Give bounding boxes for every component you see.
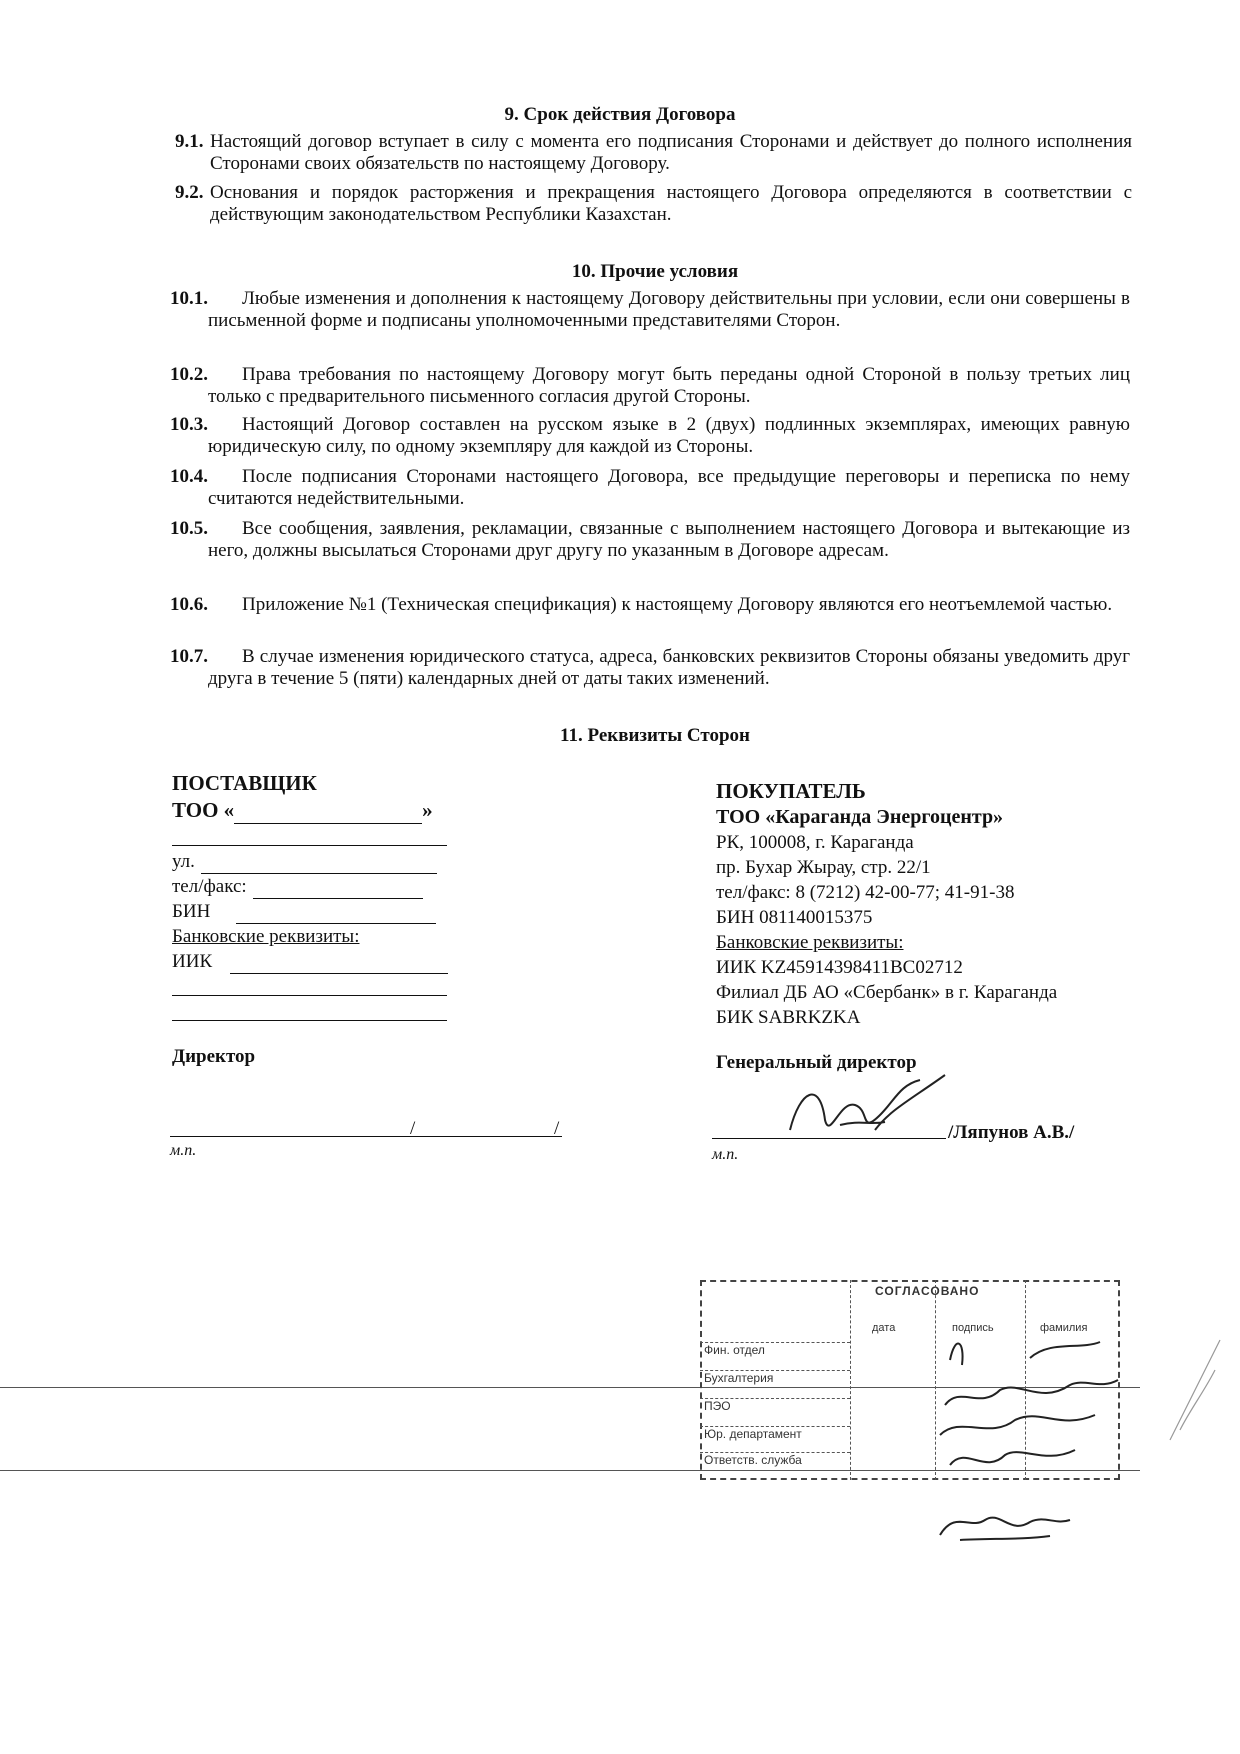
clause-10-4 — [170, 466, 1130, 510]
buyer-bank-label: Банковские реквизиты: — [716, 932, 904, 953]
clause-10-3 — [170, 414, 1130, 458]
clause-number: 10.4. — [170, 466, 208, 487]
section-9-heading: 9. Срок действия Договора — [504, 104, 736, 125]
supplier-mp: м.п. — [170, 1142, 197, 1159]
stamp-row: ПЭО — [700, 1398, 850, 1413]
buyer-signer-name: /Ляпунов А.В./ — [948, 1122, 1075, 1143]
street-blank — [201, 855, 437, 874]
buyer-iik: ИИК KZ45914398411BC02712 — [716, 957, 963, 978]
buyer-phone: тел/факс: 8 (7212) 42-00-77; 41-91-38 — [716, 882, 1015, 903]
clause-text: В случае изменения юридического статуса, адреса, банковских реквизитов Стороны обязаны уведомить друг друга в течение 5 (пяти) календарных дней от даты таких изменений. — [208, 646, 1130, 689]
buyer-signer-title: Генеральный директор — [716, 1052, 917, 1073]
section-11-heading: 11. Реквизиты Сторон — [560, 725, 750, 746]
supplier-org-suffix: » — [422, 798, 433, 822]
clause-text: После подписания Сторонами настоящего Договора, все предыдущие переговоры и переписка по нему считаются недействительными. — [208, 466, 1130, 509]
bin-label: БИН — [172, 901, 211, 922]
pencil-mark-icon — [1160, 1330, 1230, 1450]
supplier-sign-slash-1: / — [410, 1118, 416, 1139]
clause-10-1 — [170, 288, 1130, 332]
stamp-col-sign: подпись — [952, 1322, 994, 1334]
clause-number: 9.1. — [175, 131, 204, 152]
clause-text: Все сообщения, заявления, рекламации, связанные с выполнением настоящего Договора и вытекающие из него, должны высылаться Сторонами друг другу по указанным в Договоре адресам. — [208, 518, 1130, 561]
supplier-org — [172, 797, 472, 824]
buyer-title: ПОКУПАТЕЛЬ — [716, 779, 866, 803]
clause-text: Приложение №1 (Техническая спецификация) к настоящему Договору являются его неотъемлемой частью. — [242, 594, 1113, 615]
clause-10-7 — [170, 646, 1130, 690]
buyer-address-1: РК, 100008, г. Караганда — [716, 832, 914, 853]
buyer-mp: м.п. — [712, 1146, 739, 1163]
buyer-signature-icon — [780, 1070, 960, 1150]
clause-number: 10.6. — [170, 594, 208, 615]
clause-text: Права требования по настоящему Договору могут быть переданы одной Стороной в пользу третьих лиц только с предварительного письменного согласия другой Стороны. — [208, 364, 1130, 407]
clause-9-2 — [175, 182, 1132, 226]
stamp-signatures-icon — [700, 1280, 1120, 1480]
clause-9-1 — [175, 131, 1132, 175]
stamp-caption: СОГЛАСОВАНО — [875, 1284, 980, 1298]
clause-10-6 — [170, 594, 1130, 616]
bin-blank — [236, 905, 436, 924]
iik-blank — [230, 955, 448, 974]
stamp-col-name: фамилия — [1040, 1322, 1088, 1334]
buyer-address-2: пр. Бухар Жырау, стр. 22/1 — [716, 857, 931, 878]
iik-label: ИИК — [172, 951, 213, 972]
clause-number: 9.2. — [175, 182, 204, 203]
blank-line — [172, 974, 472, 999]
supplier-iik — [172, 949, 472, 974]
supplier-sign-line — [170, 1136, 562, 1137]
clause-number: 10.5. — [170, 518, 208, 539]
supplier-phone — [172, 874, 472, 899]
clause-number: 10.2. — [170, 364, 208, 385]
clause-number: 10.7. — [170, 646, 208, 667]
street-label: ул. — [172, 851, 195, 872]
supplier-sign-slash-2: / — [554, 1118, 560, 1139]
clause-text: Основания и порядок расторжения и прекращения настоящего Договора определяются в соответствии с действующим законодательством Республики Казахстан. — [210, 182, 1132, 225]
blank-line — [172, 824, 472, 849]
stamp-col-date: дата — [872, 1322, 896, 1334]
supplier-block — [172, 770, 472, 1069]
buyer-bin: БИН 081140015375 — [716, 907, 873, 928]
approval-stamp — [700, 1280, 1120, 1480]
stamp-row: Фин. отдел — [700, 1342, 850, 1357]
supplier-bin — [172, 899, 472, 924]
supplier-org-prefix: ТОО « — [172, 798, 235, 822]
buyer-branch: Филиал ДБ АО «Сбербанк» в г. Караганда — [716, 982, 1058, 1003]
clause-text: Любые изменения и дополнения к настоящему Договору действительны при условии, если они совершены в письменной форме и подписаны уполномоченными представителями Сторон. — [208, 288, 1130, 331]
buyer-org: ТОО «Караганда Энергоцентр» — [716, 806, 1004, 828]
clause-10-5 — [170, 518, 1130, 562]
clause-text: Настоящий договор вступает в силу с момента его подписания Сторонами и действует до полного исполнения Сторонами своих обязательств по настоящему Договору. — [210, 131, 1132, 174]
clause-text: Настоящий Договор составлен на русском языке в 2 (двух) подлинных экземплярах, имеющих равную юридическую силу, по одному экземпляру для каждой из Стороны. — [208, 414, 1130, 457]
stamp-row: Бухгалтерия — [700, 1370, 850, 1385]
clause-number: 10.1. — [170, 288, 208, 309]
supplier-org-blank — [234, 805, 422, 824]
supplier-signer-title: Директор — [172, 1046, 256, 1067]
supplier-title: ПОСТАВЩИК — [172, 771, 317, 795]
phone-label: тел/факс: — [172, 876, 247, 897]
phone-blank — [253, 880, 423, 899]
stamp-row: Ответств. служба — [700, 1452, 850, 1467]
supplier-street — [172, 849, 472, 874]
clause-10-2 — [170, 364, 1130, 408]
section-10-heading: 10. Прочие условия — [571, 261, 739, 282]
extra-signature-icon — [930, 1490, 1080, 1550]
supplier-bank-label: Банковские реквизиты: — [172, 926, 360, 947]
buyer-bik: БИК SABRKZKA — [716, 1007, 861, 1028]
stamp-row: Юр. департамент — [700, 1426, 850, 1441]
buyer-block — [716, 778, 1136, 1075]
blank-line — [172, 999, 472, 1024]
clause-number: 10.3. — [170, 414, 208, 435]
